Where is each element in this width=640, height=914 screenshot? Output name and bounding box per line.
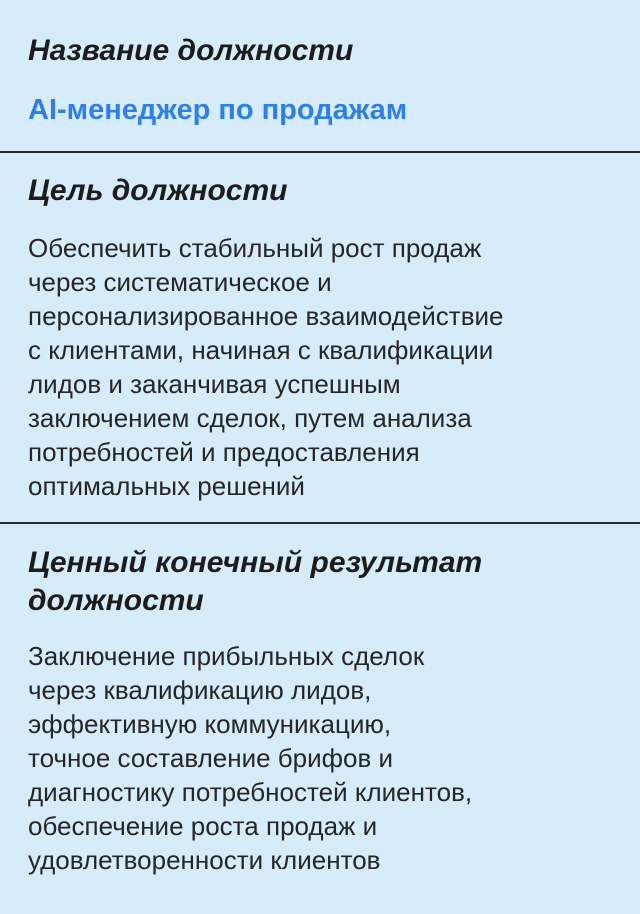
result-text-line: точное составление брифов и [28,743,394,773]
goal-text-line: оптимальных решений [28,471,305,501]
position-title-heading: Название должности [28,34,354,67]
goal-text-line: заключением сделок, путем анализа [28,403,472,433]
position-goal-text [28,231,626,503]
position-goal-heading: Цель должности [28,174,288,207]
result-text-line: диагностику потребностей клиентов, [28,777,473,807]
final-result-text [28,639,626,877]
final-result-heading-line: должности [28,584,204,617]
goal-text-line: потребностей и предоставления [28,437,420,467]
final-result-heading [28,544,626,620]
final-result-heading-line: Ценный конечный результат [28,546,483,579]
goal-text-line: персонализированное взаимодействие [28,301,504,331]
section-divider [0,151,640,153]
result-text-line: эффективную коммуникацию, [28,709,392,739]
final-result-section [28,544,626,877]
goal-text-line: Обеспечить стабильный рост продаж [28,233,482,263]
goal-text-line: с клиентами, начиная с квалификации [28,335,494,365]
result-text-line: обеспечение роста продаж и [28,811,378,841]
result-text-line: Заключение прибыльных сделок [28,641,425,671]
goal-text-line: лидов и заканчивая успешным [28,369,401,399]
position-title-value: AI-менеджер по продажам [28,94,408,126]
goal-text-line: через систематическое и [28,267,332,297]
result-text-line: через квалификацию лидов, [28,675,372,705]
section-divider [0,522,640,524]
result-text-line: удовлетворенности клиентов [28,845,381,875]
position-goal-section [28,172,626,503]
position-title-section [28,32,626,128]
